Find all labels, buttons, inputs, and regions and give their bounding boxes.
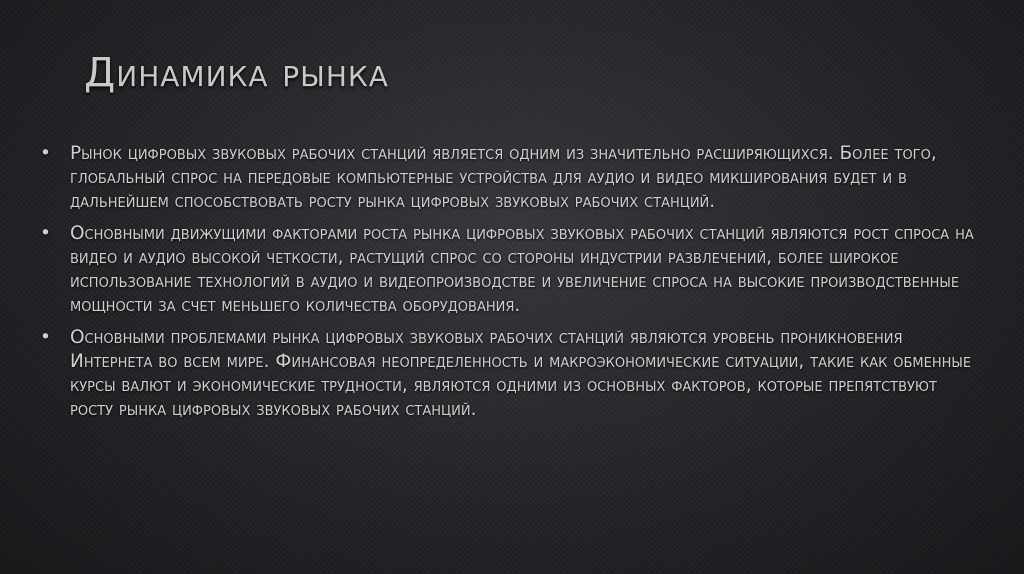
bullet-item bbox=[40, 142, 980, 214]
bullet-text: Основными движущими факторами роста рынка цифровых звуковых рабочих станций являются рост спроса на видео и аудио высокой четкости, растущий спрос со стороны индустрии развлечений, более широкое использование технологий в аудио и видеопроизводстве и увеличение спроса на высокие производственные мощности за счет меньшего количества оборудования. bbox=[70, 223, 974, 316]
bullet-dot: • bbox=[40, 143, 51, 164]
bullet-dot: • bbox=[40, 223, 51, 244]
bullet-item bbox=[40, 326, 980, 422]
bullet-text: Рынок цифровых звуковых рабочих станций является одним из значительно расширяющихся. Более того, глобальный спрос на передовые компьютерные устройства для аудио и видео микширования будет и в дальнейшем способствовать росту рынка цифровых звуковых рабочих станций. bbox=[70, 143, 937, 212]
bullet-list bbox=[40, 142, 980, 430]
bullet-item bbox=[40, 222, 980, 318]
slide-title: Динамика рынка bbox=[84, 50, 389, 96]
bullet-dot: • bbox=[40, 327, 51, 348]
bullet-text: Основными проблемами рынка цифровых звуковых рабочих станций являются уровень проникновения Интернета во всем мире. Финансовая неопределенность и макроэкономические ситуации, такие как обменные курсы валют и экономические трудности, являются одними из основных факторов, которые препятствуют росту рынка цифровых звуковых рабочих станций. bbox=[70, 327, 972, 420]
